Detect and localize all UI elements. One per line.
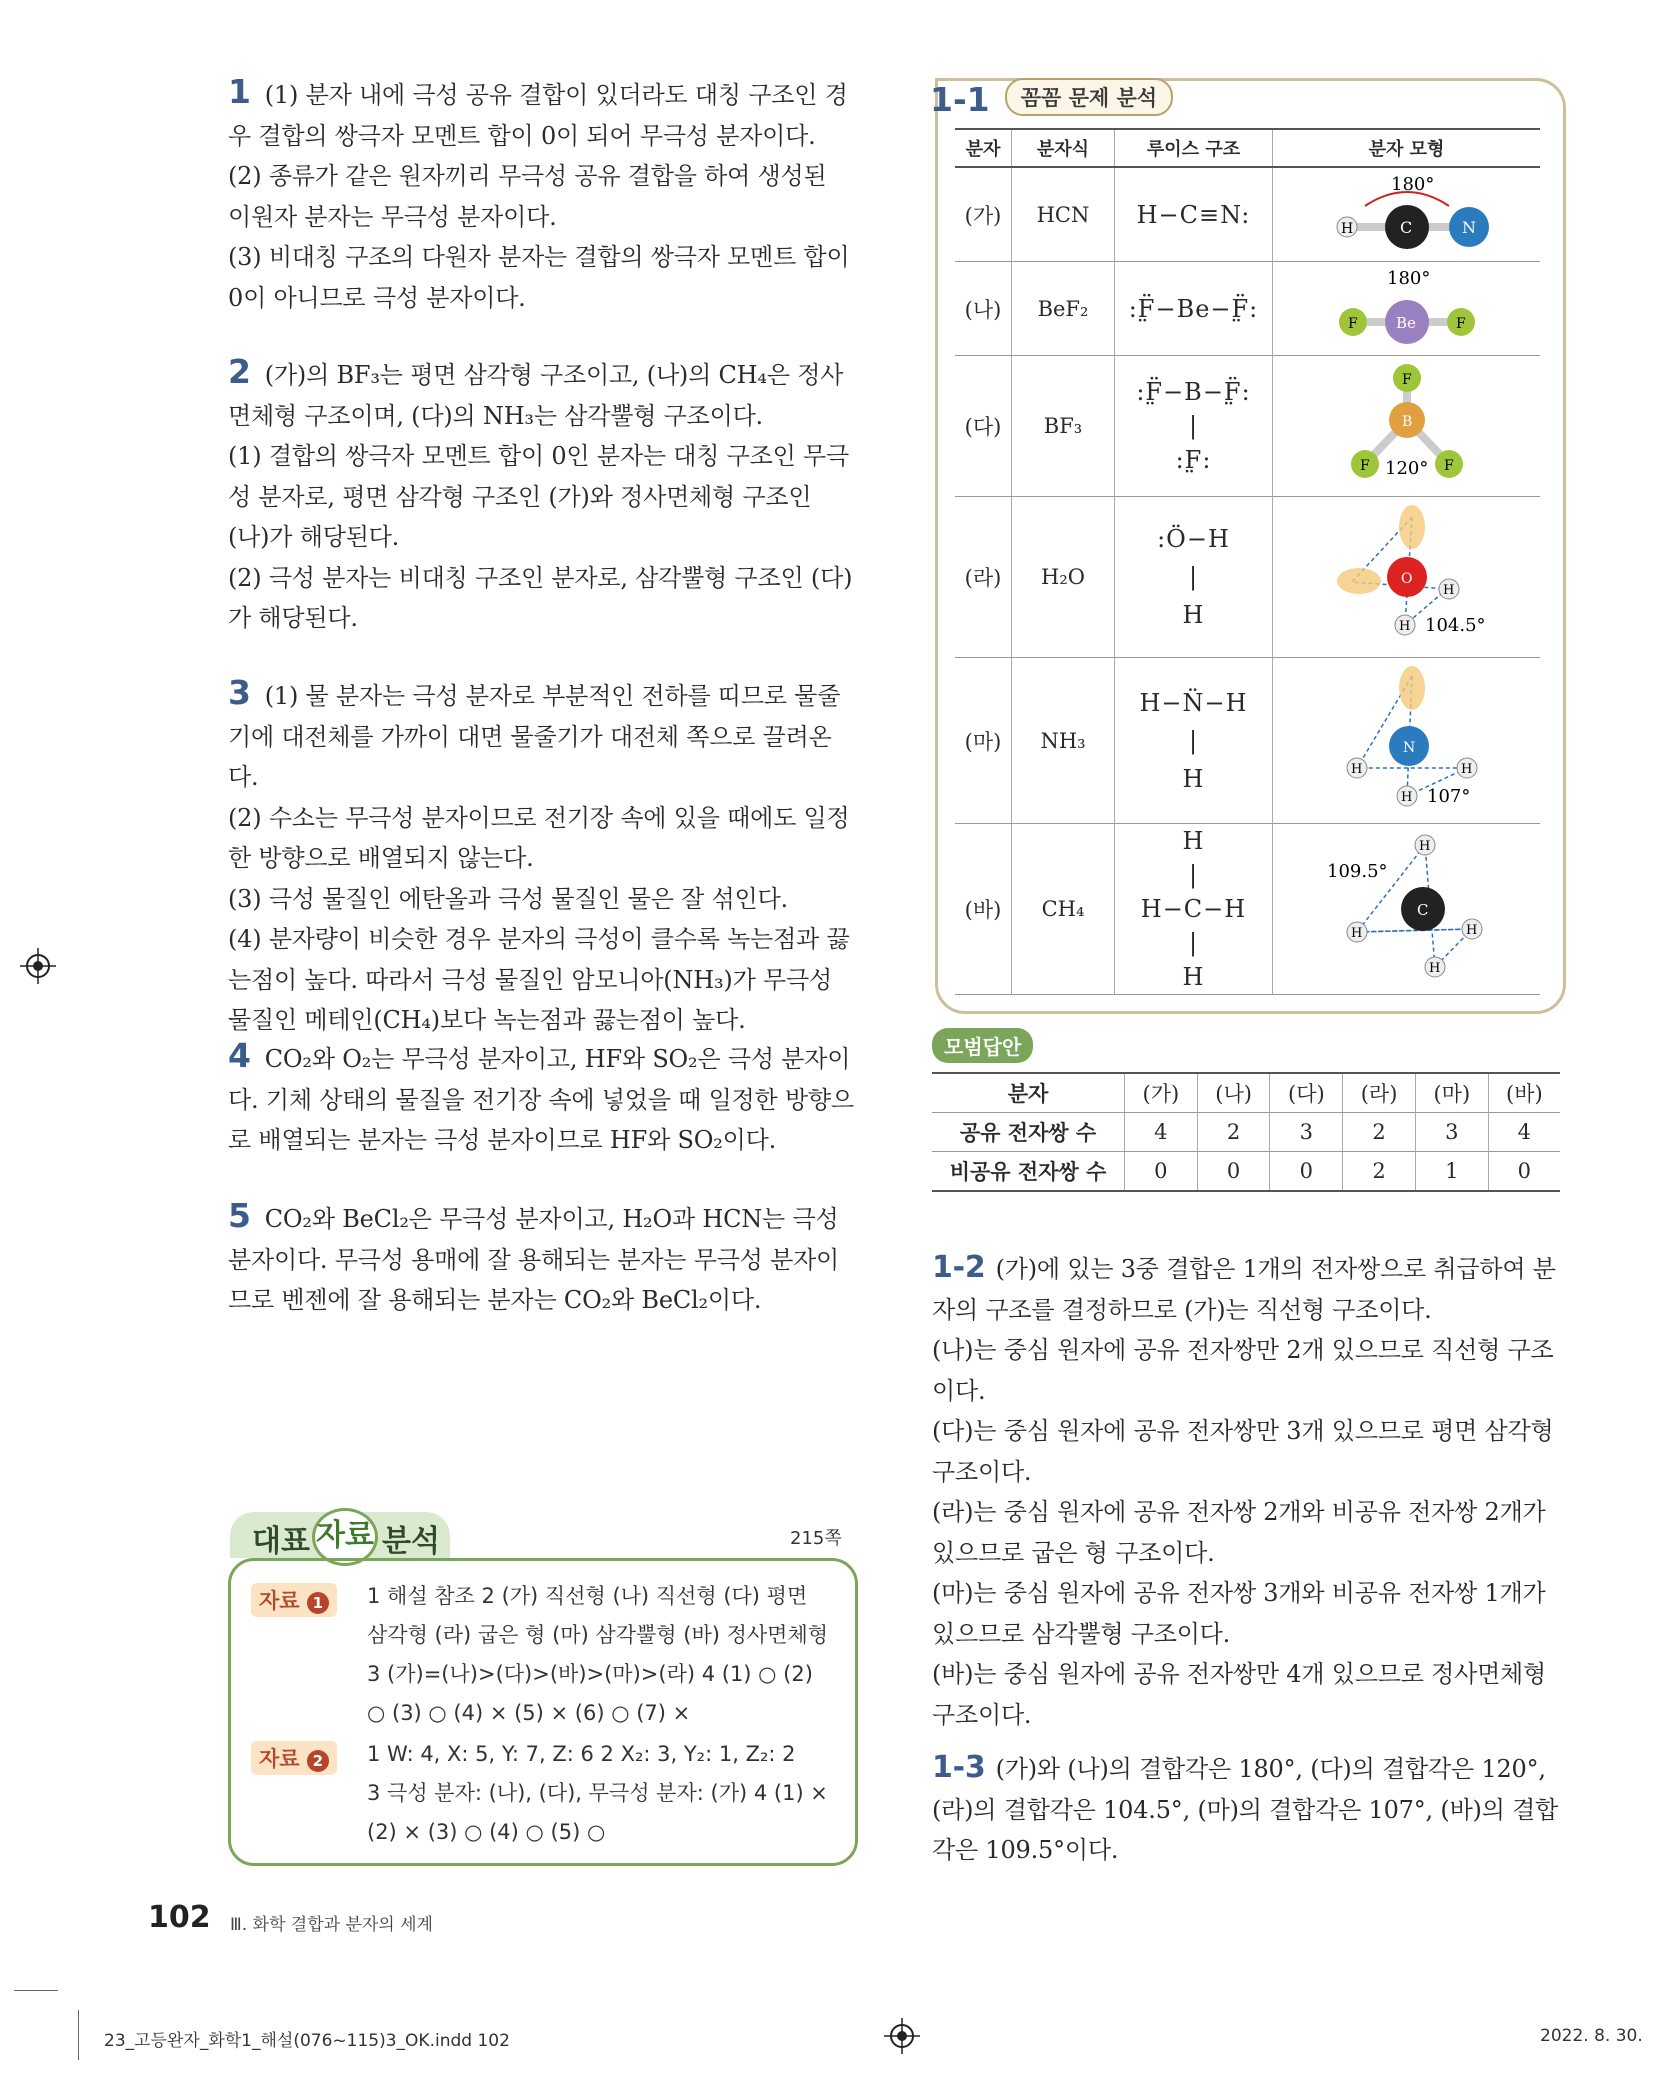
question-2-explanation: 2 (가)의 BF₃는 평면 삼각형 구조이고, (나)의 CH₄은 정사면체형 구조이며, (다)의 NH₃는 삼각뿔형 구조이다. (1) 결합의 쌍극자 모멘트 합이 0인 분자는 대칭 구조인 무극성 분자로, 평면 삼각형 구조인 (가)와 정사면체형 구조인 (나)가 해당된다. (2) 극성 분자는 비대칭 구조인 분자로, 삼각뿔형 구조인 (다)가 해당된다. [228,352,853,632]
svg-text:O: O [1400,571,1412,587]
svg-text:H: H [1442,583,1454,598]
registration-mark-icon [20,948,56,988]
molecule-table: 분자 분자식 루이스 구조 분자 모형 (가) HCN H−C≡N: 180° H C N (나) BeF₂ :F̤̈−Be−F̤̈: 180° F Be F (다) BF₃ :F̤̈−B−F̤̈: | :F̤: F B F F 120° (라) H₂O :Ö−H | H O H H 104.5° (마) NH₃ H−N̈−H | H N H H H 107° (바) CH₄ H | H−C−H | H H C H H H 109.5° [955,128,1540,995]
analysis-tag: 꼼꼼 문제 분석 [1005,78,1173,116]
svg-text:F: F [1347,316,1358,332]
file-slug: 23_고등완자_화학1_해설(076~115)3_OK.indd 102 [104,2031,510,2051]
lewis-h2o: :Ö−H | H [1115,497,1273,658]
model-bf3 [1273,356,1541,497]
svg-text:F: F [1455,316,1466,332]
page-number: 102 [148,1900,211,1935]
svg-text:Be: Be [1395,314,1416,332]
svg-text:109.5°: 109.5° [1326,860,1388,882]
data-title-pre: 대표 [252,1524,310,1559]
svg-text:F: F [1401,372,1412,388]
data-2-label: 자료 2 [251,1741,337,1775]
svg-text:120°: 120° [1384,458,1428,479]
print-date: 2022. 8. 30. [1540,2026,1643,2046]
svg-text:F: F [1359,458,1370,474]
svg-text:H: H [1465,922,1477,938]
data-title-post: 분석 [382,1524,440,1559]
table-row: 분자 (가) (나) (다) (라) (마) (바) [932,1073,1560,1113]
lewis-bef2: :F̤̈−Be−F̤̈: [1115,262,1273,356]
model-h2o [1273,497,1541,658]
question-3-explanation: 3 (1) 물 분자는 극성 분자로 부분적인 전하를 띠므로 물줄기에 대전체를 가까이 대면 물줄기가 대전체 쪽으로 끌려온다. (2) 수소는 무극성 분자이므로 전기장 속에 있을 때에도 일정한 방향으로 배열되지 않는다. (3) 극성 물질인 에탄올과 극성 물질인 물은 잘 섞인다. (4) 분자량이 비슷한 경우 분자의 극성이 클수록 녹는점과 끓는점이 높다. 따라서 극성 물질인 암모니아(NH₃)가 무극성 물질인 메테인(CH₄)보다 녹는점과 끓는점이 높다. [228,673,850,1034]
model-ch4 [1273,824,1541,995]
svg-text:C: C [1399,218,1412,237]
table-row: 공유 전자쌍 수 4 2 3 2 3 4 [932,1113,1560,1152]
page-reference: 215쪽 [790,1528,842,1549]
data-2-answers: 1 W: 4, X: 5, Y: 7, Z: 6 2 X₂: 3, Y₂: 1, Z₂: 2 3 극성 분자: (나), (다), 무극성 분자: (가) 4 (1) × (2) × (3) ○ (4) ○ (5) ○ [367,1742,828,1844]
q5-number: 5 [228,1196,251,1235]
svg-text:H: H [1428,960,1440,976]
question-5-explanation: 5 CO₂와 BeCl₂은 무극성 분자이고, H₂O과 HCN는 극성 분자이다. 무극성 용매에 잘 용해되는 분자는 무극성 분자이므로 벤젠에 잘 용해되는 분자는 CO₂와 BeCl₂이다. [228,1196,840,1314]
section-1-2: 1-2 (가)에 있는 3중 결합은 1개의 전자쌍으로 취급하여 분자의 구조를 결정하므로 (가)는 직선형 구조이다. (나)는 중심 원자에 공유 전자쌍만 2개 있으므로 직선형 구조이다. (다)는 중심 원자에 공유 전자쌍만 3개 있으므로 평면 삼각형 구조이다. (라)는 중심 원자에 공유 전자쌍 2개와 비공유 전자쌍 2개가 있으므로 굽은 형 구조이다. (마)는 중심 원자에 공유 전자쌍 3개와 비공유 전자쌍 1개가 있으므로 삼각뿔형 구조이다. (바)는 중심 원자에 공유 전자쌍만 4개 있으므로 정사면체형 구조이다. [932,1250,1556,1729]
table-row: (나) BeF₂ :F̤̈−Be−F̤̈: 180° F Be F [955,262,1540,356]
svg-text:H: H [1418,838,1430,854]
svg-text:H: H [1460,762,1472,777]
lewis-ch4: H | H−C−H | H [1115,824,1273,995]
svg-text:104.5°: 104.5° [1424,615,1486,636]
section-1-3: 1-3 (가)와 (나)의 결합각은 180°, (다)의 결합각은 120°, (라)의 결합각은 104.5°, (마)의 결합각은 107°, (바)의 결합각은 109.5°이다. [932,1750,1559,1864]
svg-text:H: H [1340,221,1353,237]
data-analysis-box [228,1558,858,1866]
crop-mark [14,1990,58,1991]
lewis-bf3: :F̤̈−B−F̤̈: | :F̤: [1115,356,1273,497]
svg-text:H: H [1400,790,1412,805]
table-row: (가) HCN H−C≡N: 180° H C N [955,167,1540,262]
q3-number: 3 [228,673,251,712]
svg-text:180°: 180° [1386,268,1430,289]
model-bef2 [1273,262,1541,356]
question-4-explanation: 4 CO₂와 O₂는 무극성 분자이고, HF와 SO₂은 극성 분자이다. 기체 상태의 물질을 전기장 속에 넣었을 때 일정한 방향으로 배열되는 분자는 극성 분자이므로 HF와 SO₂이다. [228,1036,854,1154]
crop-mark [78,2010,79,2060]
model-answer-badge: 모범답안 [932,1028,1033,1063]
table-row: (바) CH₄ H | H−C−H | H H C H H H 109.5° [955,824,1540,995]
data-title-circle: 자료 [312,1508,378,1566]
svg-text:180°: 180° [1390,174,1434,195]
data-1-answers: 1 해설 참조 2 (가) 직선형 (나) 직선형 (다) 평면 삼각형 (라) 굽은 형 (마) 삼각뿔형 (바) 정사면체형 3 (가)=(나)>(다)>(바)>(마)>(라) 4 (1) ○ (2) ○ (3) ○ (4) × (5) × (6) ○ (7) × [367,1584,829,1725]
svg-text:C: C [1416,900,1428,919]
svg-text:H: H [1398,619,1410,634]
answer-table [932,1072,1560,1192]
svg-text:N: N [1402,740,1415,756]
q4-number: 4 [228,1036,251,1075]
svg-text:107°: 107° [1426,786,1470,807]
table-row: 비공유 전자쌍 수 0 0 0 2 1 0 [932,1152,1560,1192]
model-nh3 [1273,658,1541,824]
registration-mark-icon [884,2018,920,2058]
table-row: (라) H₂O :Ö−H | H O H H 104.5° [955,497,1540,658]
section-1-1-header [930,78,1173,119]
section-1-1-label: 1-1 [930,80,990,119]
model-hcn [1273,167,1541,262]
table-row: (마) NH₃ H−N̈−H | H N H H H 107° [955,658,1540,824]
section-1-3-label: 1-3 [932,1750,986,1785]
section-1-2-label: 1-2 [932,1250,986,1285]
q2-number: 2 [228,352,251,391]
svg-text:F: F [1443,458,1454,474]
lewis-hcn: H−C≡N: [1115,167,1273,262]
q1-number: 1 [228,72,251,111]
table-row: (다) BF₃ :F̤̈−B−F̤̈: | :F̤: F B F F 120° [955,356,1540,497]
lewis-nh3: H−N̈−H | H [1115,658,1273,824]
data-1-label: 자료 1 [251,1583,337,1617]
data-analysis-header [230,1512,854,1560]
question-1-explanation: 1 (1) 분자 내에 극성 공유 결합이 있더라도 대칭 구조인 경우 결합의 쌍극자 모멘트 합이 0이 되어 무극성 분자이다. (2) 종류가 같은 원자끼리 무극성 공유 결합을 하여 생성된 이원자 분자는 무극성 분자이다. (3) 비대칭 구조의 다원자 분자는 결합의 쌍극자 모멘트 합이 0이 아니므로 극성 분자이다. [228,72,850,312]
svg-text:N: N [1461,218,1476,237]
svg-text:B: B [1401,414,1412,430]
section-title: Ⅲ. 화학 결합과 분자의 세계 [230,1915,433,1935]
svg-text:H: H [1350,925,1362,941]
svg-text:H: H [1350,762,1362,777]
